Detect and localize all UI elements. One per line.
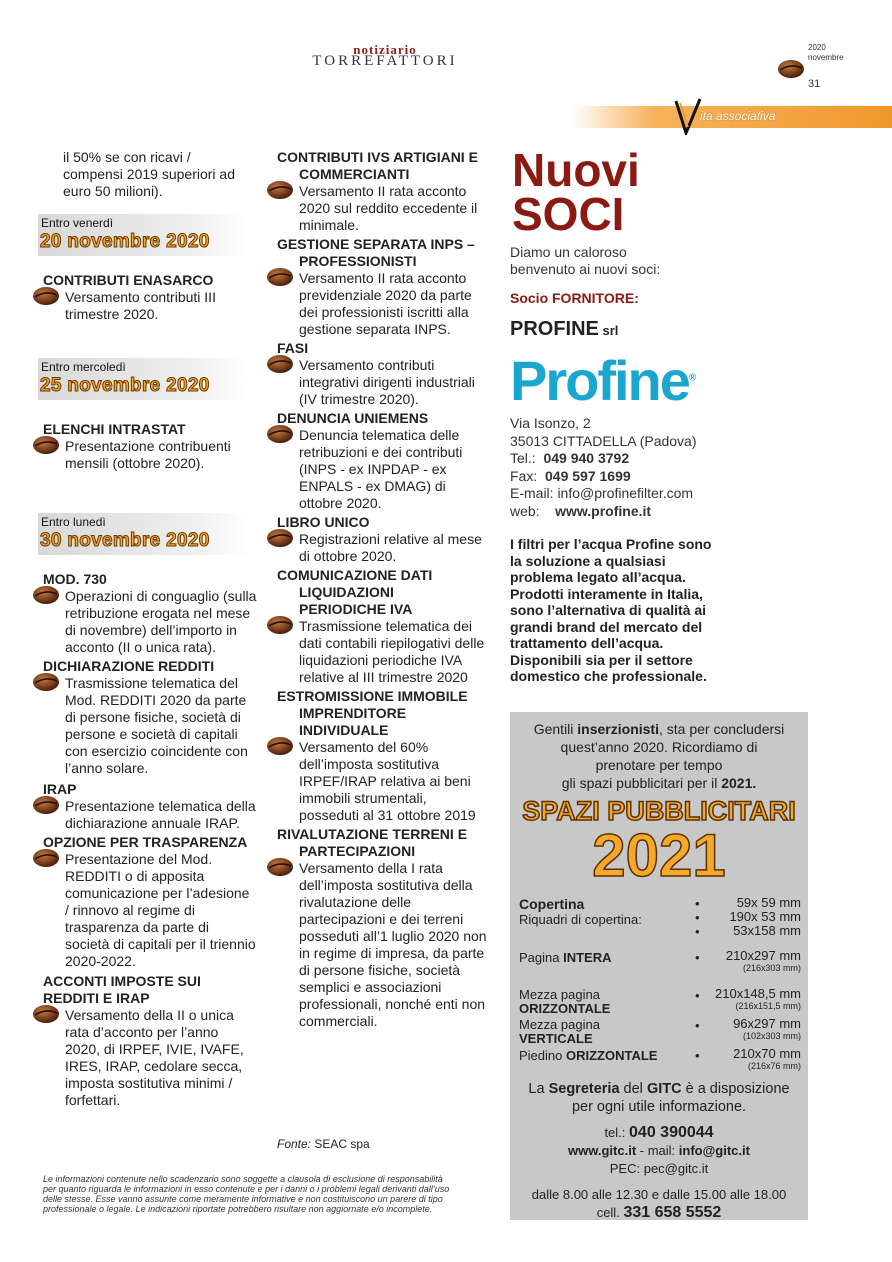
company-description: I filtri per l’acqua Profine sono la soluzione a qualsiasi problema legato all’acqua. Prodotti interamente in Italia, sono l’alternativa di qualità ai grandi brand del mercato del trattamento dell’acqua. Disponibili sia per il settore domestico che professionale. bbox=[510, 536, 712, 684]
coffee-bean-icon bbox=[265, 353, 295, 375]
coffee-bean-icon bbox=[31, 794, 61, 816]
disclaimer: Le informazioni contenute nello scadenzario sono soggette a clausola di esclusione di responsabilità per quanto riguarda le informazioni in esso contenute e per i danni o i problemi legali derivanti dall’uso delle stesse. Esse vanno assunte come meramente informative e non costituiscono un parere di tipo professionale o legale. Le indicazioni riportate potrebbero risultare non aggiornate e/o incomplete. bbox=[43, 1174, 450, 1214]
coffee-bean-icon bbox=[31, 1003, 61, 1025]
coffee-bean-icon bbox=[265, 614, 295, 636]
coffee-bean-icon bbox=[31, 285, 61, 307]
source-note: Fonte: SEAC spa bbox=[277, 1137, 370, 1151]
page-date: 2020 novembre bbox=[808, 43, 844, 62]
section-enasarco: CONTRIBUTI ENASARCO Versamento contributi III trimestre 2020. bbox=[43, 272, 258, 323]
page-number: 31 bbox=[808, 78, 821, 90]
ads-year: 2021 bbox=[592, 822, 726, 889]
coffee-bean-icon bbox=[265, 179, 295, 201]
nuovi-soci-title: Nuovi SOCI bbox=[512, 144, 640, 240]
coffee-bean-icon bbox=[31, 847, 61, 869]
welcome-text: Diamo un caloroso benvenuto ai nuovi soci: bbox=[510, 244, 661, 277]
v-logo-icon bbox=[674, 97, 702, 135]
date-box-20: Entro venerdì 20 novembre 2020 bbox=[38, 214, 250, 256]
profine-logo: Profine® bbox=[510, 349, 695, 412]
socio-label: Socio FORNITORE: bbox=[510, 290, 639, 306]
coffee-bean-icon bbox=[776, 58, 806, 80]
coffee-bean-icon bbox=[265, 735, 295, 757]
ads-box bbox=[510, 712, 808, 1220]
date-box-30: Entro lunedì 30 novembre 2020 bbox=[38, 513, 250, 555]
coffee-bean-icon bbox=[31, 434, 61, 456]
coffee-bean-icon bbox=[265, 423, 295, 445]
masthead-notiziario: notiziario bbox=[353, 42, 417, 57]
ads-contacts: La Segreteria del GITC è a disposizione per ogni utile informazione. tel.: 040 390044 www.gitc.it - mail: info@gitc.it PEC: pec@gitc.it dalle 8.00 alle 12.30 e dalle 15.00 alle 18.00 cell. 331 658 5552 bbox=[528, 1081, 790, 1221]
coffee-bean-icon bbox=[265, 527, 295, 549]
coffee-bean-icon bbox=[265, 856, 295, 878]
date-box-25: Entro mercoledì 25 novembre 2020 bbox=[38, 358, 250, 400]
ads-intro: Gentili inserzionisti, sta per concludersi quest’anno 2020. Ricordiamo di prenotare per tempo gli spazi pubblicitari per il 2021. bbox=[533, 721, 785, 791]
section-left-list: MOD. 730 Operazioni di conguaglio (sulla retribuzione erogata nel mese di novembre) dell’importo in acconto (II o unica rata). DICHIARAZIONE REDDITI Trasmissione telematica del Mod. REDDITI 2020 da parte di persone fisiche, società di persone e società di capitali con esercizio coincidente con l’anno solare. IRAP Presentazione telematica della dichiarazione annuale IRAP. OPZIONE PER TRASPARENZA Presentazione del Mod. REDDITI o di apposita comunicazione per l’adesione / rinnovo al regime di trasparenza da parte di società di capitali per il triennio 2020-2022. ACCONTI IMPOSTE SUI REDDITI E IRAP Versamento della II o unica rata d’acconto per l’anno 2020, di IRPEF, IVIE, IVAFE, IRES, IRAP, cedolare secca, imposta sostitutiva minimi / forfettari. bbox=[43, 571, 268, 1109]
masthead-title: TORREFATTORI bbox=[312, 53, 458, 69]
section-mid-list: CONTRIBUTI IVS ARTIGIANI E COMMERCIANTI Versamento II rata acconto 2020 sul reddito eccedente il minimale. GESTIONE SEPARATA INPS – PROFESSIONISTI Versamento II rata acconto previdenziale 2020 da parte dei professionisti iscritti alla gestione separata INPS. FASI Versamento contributi integrativi dirigenti industriali (IV trimestre 2020). DENUNCIA UNIEMENS Denuncia telematica delle retribuzioni e dei contributi (INPS - ex INPDAP - ex ENPALS - ex DMAG) di ottobre 2020. LIBRO UNICO Registrazioni relative al mese di ottobre 2020. COMUNICAZIONE DATI LIQUIDAZIONI PERIODICHE IVA Trasmissione telematica dei dati contabili riepilogativi delle liquidazioni periodiche IVA relative al III trimestre 2020 ESTROMISSIONE IMMOBILE IMPRENDITORE INDIVIDUALE Versamento del 60% dell’imposta sostitutiva IRPEF/IRAP relativa ai beni immobili strumentali, posseduti al 31 ottobre 2019 RIVALUTAZIONE TERRENI E PARTECIPAZIONI Versamento della I rata dell’imposta sostitutiva della rivalutazione delle partecipazioni e dei terreni posseduti all’1 luglio 2020 non in regime di impresa, da parte di persone fisiche, società semplici e associazioni professionali, nonché enti non commerciali. bbox=[277, 149, 502, 1030]
company-name: PROFINE srl bbox=[510, 318, 619, 340]
section-label: ita associativa bbox=[700, 109, 776, 123]
company-contacts: Via Isonzo, 2 35013 CITTADELLA (Padova) Tel.: 049 940 3792 Fax: 049 597 1699 E-mail: info@profinefilter.com web: www.profine.it bbox=[510, 415, 697, 519]
intro-text: il 50% se con ricavi / compensi 2019 superiori ad euro 50 milioni). bbox=[63, 149, 235, 199]
section-intrastat: ELENCHI INTRASTAT Presentazione contribuenti mensili (ottobre 2020). bbox=[43, 421, 258, 472]
coffee-bean-icon bbox=[31, 584, 61, 606]
ads-headline: SPAZI PUBBLICITARI bbox=[522, 796, 796, 826]
coffee-bean-icon bbox=[31, 671, 61, 693]
ads-table: Copertina Riquadri di copertina: • • • 59x 59 mm 190x 53 mm 53x158 mm Pagina INTERA • 210x297 mm (216x303 mm) Mezza pagina ORIZZONTALE • 210x148,5 mm (216x151,5 mm) Mezza pagina VERTICALE • 96x297 mm (102x303 mm) Piedino ORIZZONTALE • 210x70 mm (216x76 mm) bbox=[519, 895, 801, 1071]
coffee-bean-icon bbox=[265, 266, 295, 288]
